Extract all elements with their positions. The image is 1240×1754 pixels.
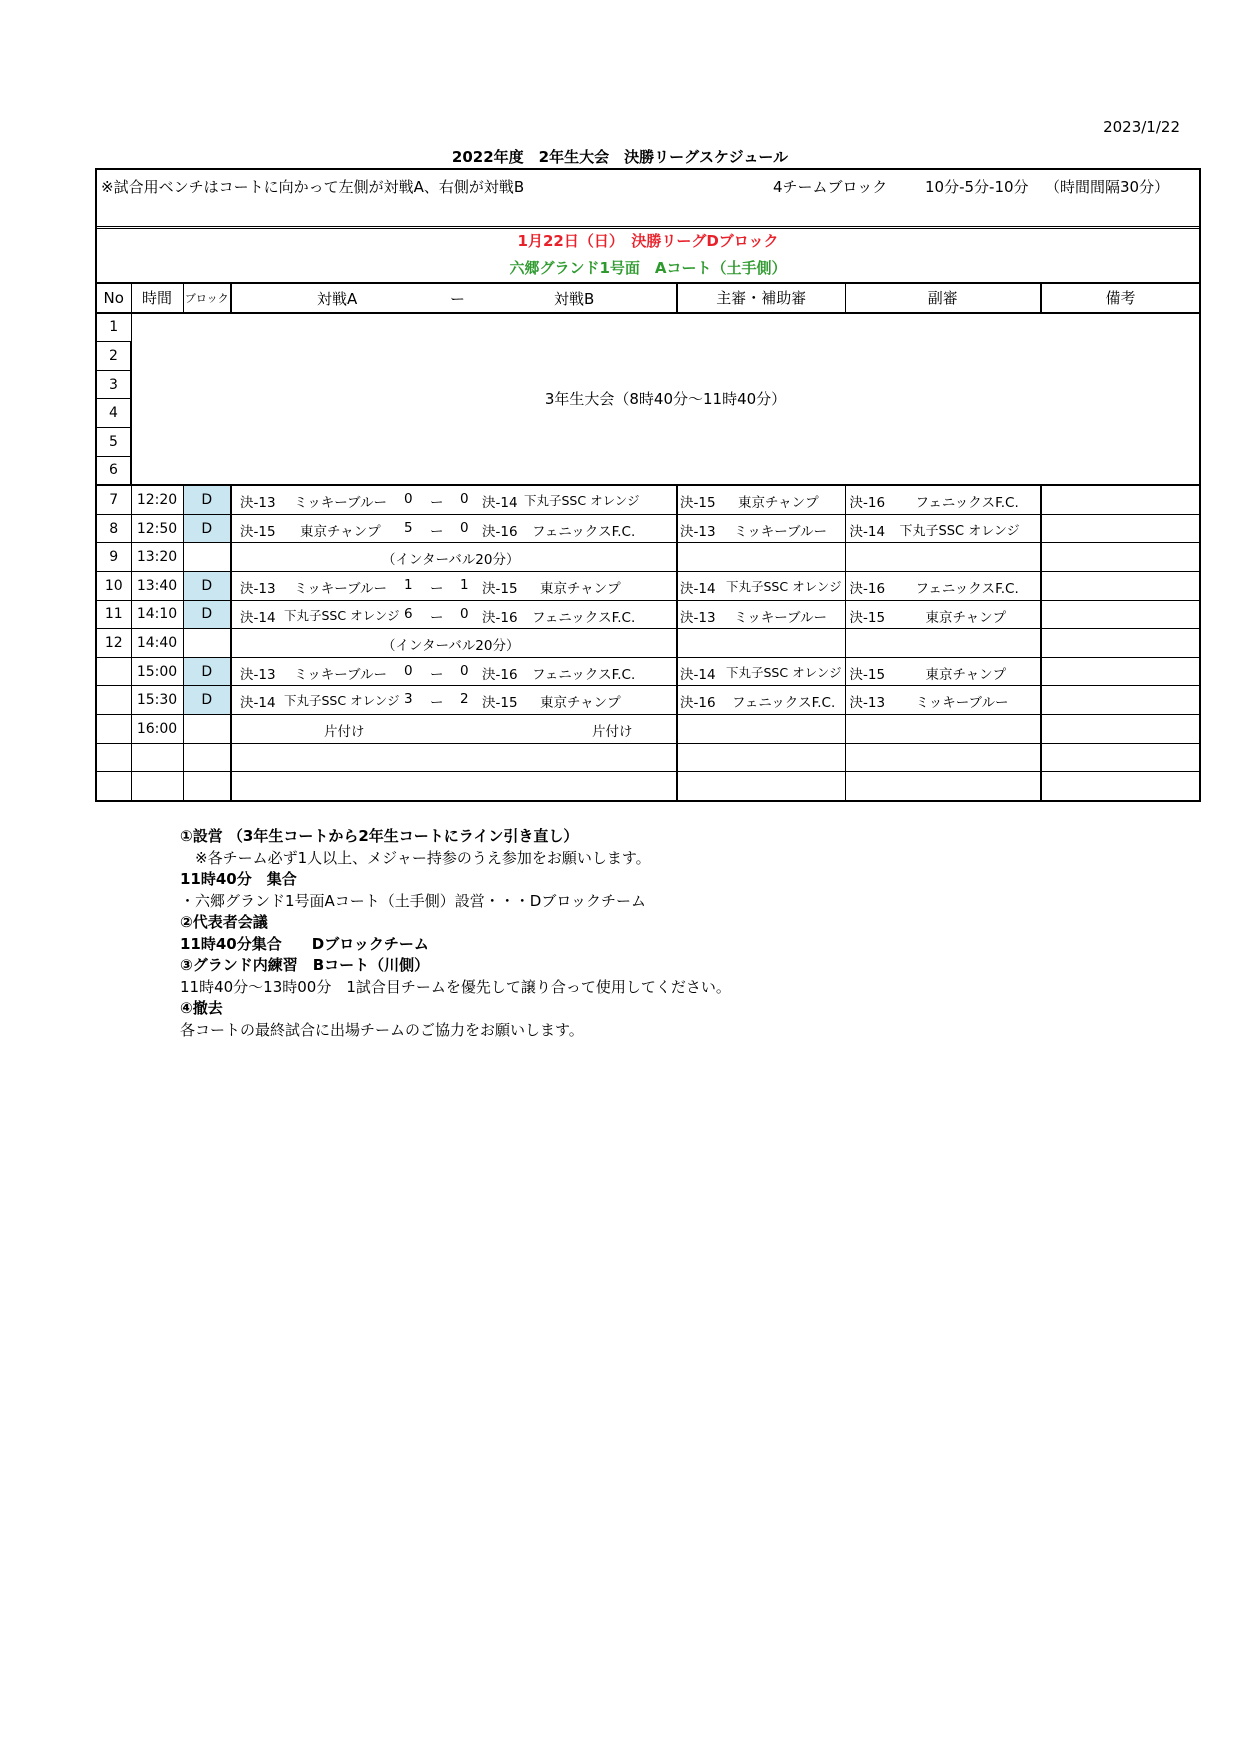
main-ref-cell [677,543,845,572]
match-cell [231,657,677,686]
header-remarks: 備考 [1041,283,1200,313]
sub-code: 決-13 [849,695,886,712]
ref-code: 決-14 [680,580,716,597]
instruction-line: ②代表者会議 [180,913,268,931]
ref-team: 東京チャンプ [738,495,819,512]
score-dash: ー [430,695,444,712]
team-a-name: ミッキーブルー [294,495,388,512]
table-row [96,514,1200,543]
team-b-name: フェニックスF.C. [532,609,636,626]
row-no: 8 [96,514,131,543]
score-b: 0 [460,519,469,536]
team-a-code: 決-13 [240,580,276,597]
interval-label: （インターバル20分） [382,638,520,655]
table-row [96,772,1200,801]
team-a-code: 決-14 [240,695,276,712]
ref-code: 決-15 [680,495,716,512]
remarks-cell [1041,600,1200,629]
row-time: 16:00 [131,714,183,743]
row-no [96,743,131,772]
remarks-cell [1041,772,1200,801]
row-time: 14:10 [131,600,183,629]
venue-box [95,226,1201,283]
remarks-cell [1041,543,1200,572]
row-block: D [183,686,231,715]
ref-code: 決-13 [680,609,716,626]
row-no [96,772,131,801]
team-b-code: 決-15 [482,695,518,712]
sub-ref-cell [845,686,1041,715]
team-b-name: 東京チャンプ [540,580,621,597]
sub-ref-cell [845,485,1041,514]
instruction-line: 11時40分集合 Dブロックチーム [180,934,429,953]
sub-ref-cell [845,629,1041,658]
row-block: D [183,657,231,686]
times-note: 10分-5分-10分 [925,178,1029,196]
team-b-code: 決-16 [482,609,518,626]
match-cell [231,714,677,743]
match-cell [231,686,677,715]
header-time: 時間 [131,283,183,313]
sub-ref-cell [845,600,1041,629]
team-b-name: 下丸子SSC オレンジ [524,493,640,509]
sub-team: 下丸子SSC オレンジ [899,523,1020,539]
sub-team: フェニックスF.C. [915,580,1019,597]
score-b: 1 [460,576,469,593]
team-a-name: 東京チャンプ [300,523,381,540]
sub-code: 決-16 [849,580,886,597]
sub-team: フェニックスF.C. [915,495,1019,512]
instruction-line: 各コートの最終試合に出場チームのご協力をお願いします。 [180,1020,584,1039]
cleanup-a: 片付け [324,723,365,740]
remarks-cell [1041,743,1200,772]
interval-label: （インターバル20分） [382,552,520,569]
ref-code: 決-16 [680,695,716,712]
ref-team: 下丸子SSC オレンジ [726,664,842,680]
score-b: 2 [460,691,469,708]
match-cell [231,600,677,629]
team-b-name: 東京チャンプ [540,695,621,712]
sub-ref-cell [845,772,1041,801]
sub-ref-cell [845,657,1041,686]
cleanup-b: 片付け [592,723,633,740]
row-no: 1 [96,313,131,342]
ref-code: 決-14 [680,666,716,683]
sub-team: 東京チャンプ [925,666,1007,683]
header-sub-ref: 副審 [845,283,1041,313]
team-a-code: 決-15 [240,523,276,540]
table-row [96,743,1200,772]
header-dash: ー [450,290,466,308]
match-cell [231,485,677,514]
row-no: 4 [96,399,131,428]
team-b-code: 決-14 [482,495,518,512]
sub-code: 決-16 [849,495,886,512]
instruction-line: ・六郷グランド1号面Aコート（土手側）設営・・・Dブロックチーム [180,891,647,910]
ref-team: ミッキーブルー [734,523,828,540]
team-b-code: 決-15 [482,580,518,597]
match-cell [231,629,677,658]
row-no: 10 [96,571,131,600]
row-time [131,743,183,772]
sub-code: 決-15 [849,666,886,683]
table-row [96,714,1200,743]
remarks-cell [1041,514,1200,543]
score-b: 0 [460,605,469,622]
row-block [183,629,231,658]
row-block: D [183,514,231,543]
table-row [96,485,1200,514]
row-time [131,772,183,801]
score-a: 3 [404,691,413,708]
row-time: 15:30 [131,686,183,715]
header-block: ブロック [183,283,231,313]
row-time: 15:00 [131,657,183,686]
team-b-code: 決-16 [482,666,518,683]
notes-box [95,168,1201,229]
match-cell [231,743,677,772]
score-b: 0 [460,491,469,508]
header-match [231,283,677,313]
table-row [96,313,1200,342]
sub-ref-cell [845,714,1041,743]
row-block [183,714,231,743]
row-no: 7 [96,485,131,514]
instruction-line: ①設営 （3年生コートから2年生コートにライン引き直し） [180,827,579,845]
row-block: D [183,600,231,629]
match-cell [231,514,677,543]
remarks-cell [1041,485,1200,514]
sub-code: 決-14 [849,523,886,540]
main-ref-cell [677,514,845,543]
bench-note: ※試合用ベンチはコートに向かって左側が対戦A、右側が対戦B [101,178,525,196]
table-row [96,686,1200,715]
main-ref-cell [677,714,845,743]
format-note: 4チームブロック [773,178,888,196]
team-a-code: 決-14 [240,609,276,626]
table-row [96,657,1200,686]
team-b-name: フェニックスF.C. [532,666,636,683]
main-ref-cell [677,743,845,772]
instruction-line: 11時40分 集合 [180,870,297,888]
ref-code: 決-13 [680,523,716,540]
main-ref-cell [677,686,845,715]
row-no: 2 [96,342,131,371]
row-no: 3 [96,370,131,399]
remarks-cell [1041,571,1200,600]
row-time: 13:20 [131,543,183,572]
instruction-line: ※各チーム必ず1人以上、メジャー持参のうえ参加をお願いします。 [180,848,651,867]
score-a: 5 [404,519,413,536]
team-a-name: 下丸子SSC オレンジ [284,693,400,709]
ref-team: ミッキーブルー [734,609,828,626]
header-main-ref: 主審・補助審 [677,283,845,313]
row-no [96,714,131,743]
team-a-name: ミッキーブルー [294,580,388,597]
team-a-code: 決-13 [240,666,276,683]
team-a-code: 決-13 [240,495,276,512]
table-header-row [96,283,1200,313]
ref-team: 下丸子SSC オレンジ [726,578,842,594]
score-dash: ー [430,609,444,626]
row-block: D [183,571,231,600]
document-date: 2023/1/22 [1103,118,1180,136]
table-row [96,629,1200,658]
row-no: 12 [96,629,131,658]
team-b-name: フェニックスF.C. [532,523,636,540]
team-b-code: 決-16 [482,523,518,540]
team-a-name: ミッキーブルー [294,666,388,683]
row-time: 12:20 [131,485,183,514]
instruction-line: ③グランド内練習 Bコート（川側） [180,956,430,974]
score-dash: ー [430,523,444,540]
match-cell [231,543,677,572]
reserved-block: 3年生大会（8時40分～11時40分） [131,313,1200,486]
score-dash: ー [430,580,444,597]
document-title: 2022年度 2年生大会 決勝リーグスケジュール [451,148,789,166]
row-time: 13:40 [131,571,183,600]
main-ref-cell [677,657,845,686]
main-ref-cell [677,600,845,629]
table-row [96,571,1200,600]
sub-team: ミッキーブルー [915,695,1009,712]
instruction-line: ④撤去 [180,999,223,1017]
remarks-cell [1041,657,1200,686]
schedule-table [95,282,1201,802]
main-ref-cell [677,485,845,514]
match-cell [231,772,677,801]
table-row [96,543,1200,572]
interval-note: （時間間隔30分） [1045,178,1170,196]
main-ref-cell [677,571,845,600]
header-no: No [96,283,131,313]
score-dash: ー [430,666,444,683]
team-a-name: 下丸子SSC オレンジ [284,607,400,623]
score-a: 6 [404,605,413,622]
row-time: 14:40 [131,629,183,658]
main-ref-cell [677,772,845,801]
instructions [180,826,731,1041]
score-a: 1 [404,576,413,593]
sub-ref-cell [845,743,1041,772]
score-a: 0 [404,662,413,679]
score-dash: ー [430,495,444,512]
row-no [96,657,131,686]
remarks-cell [1041,629,1200,658]
venue-date-line: 1月22日（日） 決勝リーグDブロック [517,232,779,250]
ref-team: フェニックスF.C. [732,695,836,712]
main-ref-cell [677,629,845,658]
row-no: 5 [96,427,131,456]
sub-ref-cell [845,543,1041,572]
match-cell [231,571,677,600]
header-team-b: 対戦B [554,290,595,308]
row-block [183,743,231,772]
remarks-cell [1041,714,1200,743]
sub-code: 決-15 [849,609,886,626]
row-time: 12:50 [131,514,183,543]
remarks-cell [1041,686,1200,715]
header-team-a: 対戦A [317,290,358,308]
instruction-line: 11時40分～13時00分 1試合目チームを優先して譲り合って使用してください。 [180,977,731,996]
row-no: 9 [96,543,131,572]
row-no: 6 [96,456,131,485]
sub-ref-cell [845,571,1041,600]
table-row [96,600,1200,629]
sub-ref-cell [845,514,1041,543]
sub-team: 東京チャンプ [925,609,1007,626]
venue-court-line: 六郷グランド1号面 Aコート（土手側） [509,259,787,277]
row-no [96,686,131,715]
row-block [183,772,231,801]
row-block: D [183,485,231,514]
score-a: 0 [404,491,413,508]
row-no: 11 [96,600,131,629]
score-b: 0 [460,662,469,679]
row-block [183,543,231,572]
